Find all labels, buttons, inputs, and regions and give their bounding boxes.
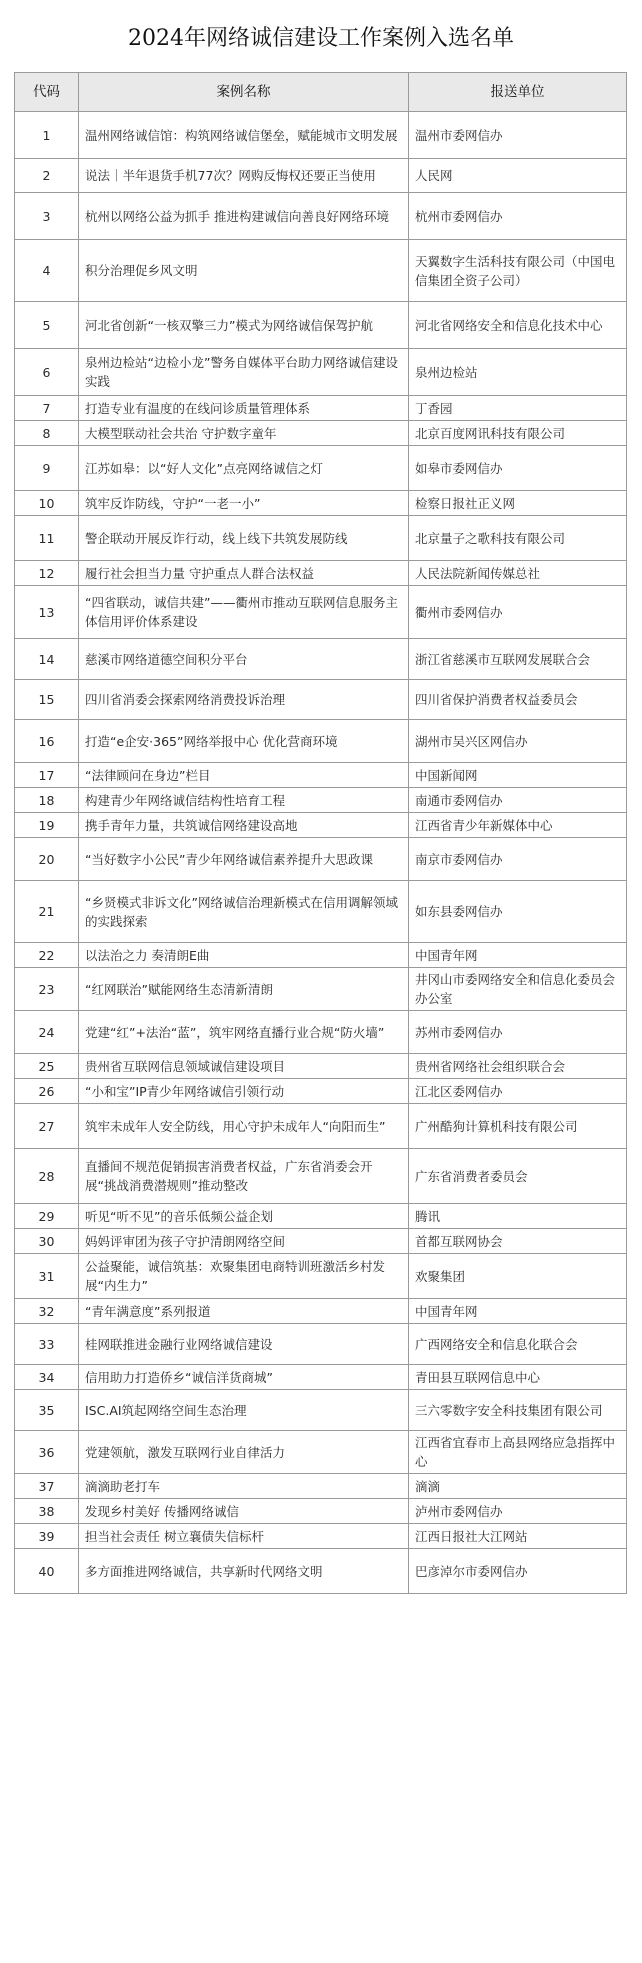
row-code: 10 [15, 491, 79, 516]
table-row [15, 193, 627, 240]
row-code: 6 [15, 349, 79, 396]
row-reporting-unit: 井冈山市委网络安全和信息化委员会办公室 [409, 968, 627, 1011]
row-case-name: 慈溪市网络道德空间积分平台 [79, 639, 409, 680]
row-case-name: 多方面推进网络诚信，共享新时代网络文明 [79, 1549, 409, 1594]
row-reporting-unit: 四川省保护消费者权益委员会 [409, 680, 627, 720]
table-row [15, 788, 627, 813]
table-row [15, 302, 627, 349]
row-code: 15 [15, 680, 79, 720]
table-row [15, 813, 627, 838]
row-code: 1 [15, 112, 79, 159]
row-code: 3 [15, 193, 79, 240]
row-code: 34 [15, 1365, 79, 1390]
row-code: 7 [15, 396, 79, 421]
row-code: 35 [15, 1390, 79, 1431]
row-reporting-unit: 江西省宜春市上高县网络应急指挥中心 [409, 1431, 627, 1474]
table-row [15, 1079, 627, 1104]
row-case-name: 携手青年力量，共筑诚信网络建设高地 [79, 813, 409, 838]
row-case-name: 打造专业有温度的在线问诊质量管理体系 [79, 396, 409, 421]
row-code: 36 [15, 1431, 79, 1474]
row-reporting-unit: 首都互联网协会 [409, 1229, 627, 1254]
table-row [15, 349, 627, 396]
row-reporting-unit: 中国新闻网 [409, 763, 627, 788]
row-reporting-unit: 广东省消费者委员会 [409, 1149, 627, 1204]
row-case-name: 信用助力打造侨乡“诚信洋货商城” [79, 1365, 409, 1390]
row-reporting-unit: 丁香园 [409, 396, 627, 421]
row-reporting-unit: 衢州市委网信办 [409, 586, 627, 639]
row-case-name: 发现乡村美好 传播网络诚信 [79, 1499, 409, 1524]
row-code: 8 [15, 421, 79, 446]
row-case-name: 河北省创新“一核双擎三力”模式为网络诚信保驾护航 [79, 302, 409, 349]
row-code: 25 [15, 1054, 79, 1079]
table-row [15, 1204, 627, 1229]
row-case-name: 江苏如皋：以“好人文化”点亮网络诚信之灯 [79, 446, 409, 491]
table-row [15, 1549, 627, 1594]
row-reporting-unit: 中国青年网 [409, 1299, 627, 1324]
table-row [15, 1474, 627, 1499]
row-case-name: 担当社会责任 树立襄债失信标杆 [79, 1524, 409, 1549]
row-reporting-unit: 检察日报社正义网 [409, 491, 627, 516]
row-case-name: 大模型联动社会共治 守护数字童年 [79, 421, 409, 446]
row-reporting-unit: 南京市委网信办 [409, 838, 627, 881]
table-row [15, 446, 627, 491]
row-case-name: 构建青少年网络诚信结构性培育工程 [79, 788, 409, 813]
row-case-name: 妈妈评审团为孩子守护清朗网络空间 [79, 1229, 409, 1254]
table-row [15, 720, 627, 763]
table-row [15, 639, 627, 680]
row-case-name: 履行社会担当力量 守护重点人群合法权益 [79, 561, 409, 586]
row-code: 20 [15, 838, 79, 881]
row-case-name: 党建领航，激发互联网行业自律活力 [79, 1431, 409, 1474]
row-reporting-unit: 北京量子之歌科技有限公司 [409, 516, 627, 561]
table-row [15, 1254, 627, 1299]
row-code: 5 [15, 302, 79, 349]
row-code: 31 [15, 1254, 79, 1299]
row-case-name: “当好数字小公民”青少年网络诚信素养提升大思政课 [79, 838, 409, 881]
row-code: 19 [15, 813, 79, 838]
table-row [15, 159, 627, 193]
row-reporting-unit: 江北区委网信办 [409, 1079, 627, 1104]
row-code: 9 [15, 446, 79, 491]
row-case-name: 泉州边检站“边检小龙”警务自媒体平台助力网络诚信建设实践 [79, 349, 409, 396]
row-code: 29 [15, 1204, 79, 1229]
table-row [15, 1299, 627, 1324]
row-code: 37 [15, 1474, 79, 1499]
table-row [15, 1011, 627, 1054]
row-code: 12 [15, 561, 79, 586]
row-reporting-unit: 北京百度网讯科技有限公司 [409, 421, 627, 446]
row-code: 39 [15, 1524, 79, 1549]
row-case-name: “小和宝”IP青少年网络诚信引领行动 [79, 1079, 409, 1104]
row-case-name: 筑牢反诈防线，守护“一老一小” [79, 491, 409, 516]
row-reporting-unit: 人民网 [409, 159, 627, 193]
table-row [15, 943, 627, 968]
table-row [15, 763, 627, 788]
table-row [15, 491, 627, 516]
row-case-name: 警企联动开展反诈行动，线上线下共筑发展防线 [79, 516, 409, 561]
row-code: 32 [15, 1299, 79, 1324]
table-row [15, 1390, 627, 1431]
row-reporting-unit: 滴滴 [409, 1474, 627, 1499]
row-reporting-unit: 江西省青少年新媒体中心 [409, 813, 627, 838]
row-code: 38 [15, 1499, 79, 1524]
row-code: 16 [15, 720, 79, 763]
table-header-row [15, 73, 627, 112]
row-case-name: 党建“红”+法治“蓝”，筑牢网络直播行业合规“防火墙” [79, 1011, 409, 1054]
header-reporting-unit: 报送单位 [409, 73, 627, 112]
row-code: 21 [15, 881, 79, 943]
row-reporting-unit: 湖州市吴兴区网信办 [409, 720, 627, 763]
row-reporting-unit: 如东县委网信办 [409, 881, 627, 943]
row-code: 2 [15, 159, 79, 193]
row-code: 33 [15, 1324, 79, 1365]
row-reporting-unit: 泸州市委网信办 [409, 1499, 627, 1524]
row-reporting-unit: 巴彦淖尔市委网信办 [409, 1549, 627, 1594]
header-case-name: 案例名称 [79, 73, 409, 112]
row-case-name: 温州网络诚信馆：构筑网络诚信堡垒，赋能城市文明发展 [79, 112, 409, 159]
table-body [15, 112, 627, 1594]
table-row [15, 112, 627, 159]
row-case-name: 说法｜半年退货手机77次？网购反悔权还要正当使用 [79, 159, 409, 193]
row-reporting-unit: 河北省网络安全和信息化技术中心 [409, 302, 627, 349]
row-reporting-unit: 泉州边检站 [409, 349, 627, 396]
table-row [15, 421, 627, 446]
row-case-name: “法律顾问在身边”栏目 [79, 763, 409, 788]
row-code: 14 [15, 639, 79, 680]
page-title: 2024年网络诚信建设工作案例入选名单 [128, 26, 514, 51]
row-case-name: “乡贤模式非诉文化”网络诚信治理新模式在信用调解领域的实践探索 [79, 881, 409, 943]
table-row [15, 1229, 627, 1254]
row-reporting-unit: 人民法院新闻传媒总社 [409, 561, 627, 586]
row-reporting-unit: 三六零数字安全科技集团有限公司 [409, 1390, 627, 1431]
table-row [15, 968, 627, 1011]
header-code: 代码 [15, 73, 79, 112]
row-reporting-unit: 苏州市委网信办 [409, 1011, 627, 1054]
table-row [15, 1149, 627, 1204]
table-row [15, 1104, 627, 1149]
row-case-name: 打造“e企安·365”网络举报中心 优化营商环境 [79, 720, 409, 763]
row-reporting-unit: 江西日报社大江网站 [409, 1524, 627, 1549]
table-row [15, 1524, 627, 1549]
row-reporting-unit: 南通市委网信办 [409, 788, 627, 813]
row-reporting-unit: 广西网络安全和信息化联合会 [409, 1324, 627, 1365]
row-case-name: ISC.AI筑起网络空间生态治理 [79, 1390, 409, 1431]
table-row [15, 1324, 627, 1365]
row-case-name: “青年满意度”系列报道 [79, 1299, 409, 1324]
row-code: 22 [15, 943, 79, 968]
row-reporting-unit: 广州酷狗计算机科技有限公司 [409, 1104, 627, 1149]
row-case-name: 贵州省互联网信息领域诚信建设项目 [79, 1054, 409, 1079]
row-case-name: 积分治理促乡风文明 [79, 240, 409, 302]
row-case-name: “红网联治”赋能网络生态清新清朗 [79, 968, 409, 1011]
row-code: 30 [15, 1229, 79, 1254]
row-case-name: 筑牢未成年人安全防线，用心守护未成年人“向阳而生” [79, 1104, 409, 1149]
table-row [15, 680, 627, 720]
table-row [15, 1365, 627, 1390]
row-code: 26 [15, 1079, 79, 1104]
row-reporting-unit: 中国青年网 [409, 943, 627, 968]
row-case-name: 公益聚能，诚信筑基：欢聚集团电商特训班激活乡村发展“内生力” [79, 1254, 409, 1299]
row-reporting-unit: 贵州省网络社会组织联合会 [409, 1054, 627, 1079]
row-case-name: “四省联动，诚信共建”——衢州市推动互联网信息服务主体信用评价体系建设 [79, 586, 409, 639]
row-reporting-unit: 欢聚集团 [409, 1254, 627, 1299]
table-row [15, 838, 627, 881]
table-row [15, 1499, 627, 1524]
table-row [15, 240, 627, 302]
row-code: 28 [15, 1149, 79, 1204]
row-code: 4 [15, 240, 79, 302]
table-row [15, 1054, 627, 1079]
row-code: 23 [15, 968, 79, 1011]
row-case-name: 杭州以网络公益为抓手 推进构建诚信向善良好网络环境 [79, 193, 409, 240]
row-reporting-unit: 青田县互联网信息中心 [409, 1365, 627, 1390]
case-list-table [14, 72, 627, 1594]
row-reporting-unit: 天翼数字生活科技有限公司（中国电信集团全资子公司） [409, 240, 627, 302]
table-row [15, 516, 627, 561]
row-case-name: 以法治之力 奏清朗E曲 [79, 943, 409, 968]
row-case-name: 听见“听不见”的音乐低频公益企划 [79, 1204, 409, 1229]
row-code: 17 [15, 763, 79, 788]
row-code: 27 [15, 1104, 79, 1149]
row-code: 18 [15, 788, 79, 813]
row-reporting-unit: 如皋市委网信办 [409, 446, 627, 491]
row-code: 13 [15, 586, 79, 639]
row-code: 11 [15, 516, 79, 561]
table-row [15, 881, 627, 943]
table-row [15, 561, 627, 586]
row-case-name: 桂网联推进金融行业网络诚信建设 [79, 1324, 409, 1365]
row-case-name: 直播间不规范促销损害消费者权益，广东省消委会开展“挑战消费潜规则”推动整改 [79, 1149, 409, 1204]
table-row [15, 586, 627, 639]
row-code: 24 [15, 1011, 79, 1054]
row-reporting-unit: 浙江省慈溪市互联网发展联合会 [409, 639, 627, 680]
row-code: 40 [15, 1549, 79, 1594]
row-case-name: 四川省消委会探索网络消费投诉治理 [79, 680, 409, 720]
row-case-name: 滴滴助老打车 [79, 1474, 409, 1499]
table-row [15, 396, 627, 421]
row-reporting-unit: 腾讯 [409, 1204, 627, 1229]
row-reporting-unit: 温州市委网信办 [409, 112, 627, 159]
table-row [15, 1431, 627, 1474]
row-reporting-unit: 杭州市委网信办 [409, 193, 627, 240]
